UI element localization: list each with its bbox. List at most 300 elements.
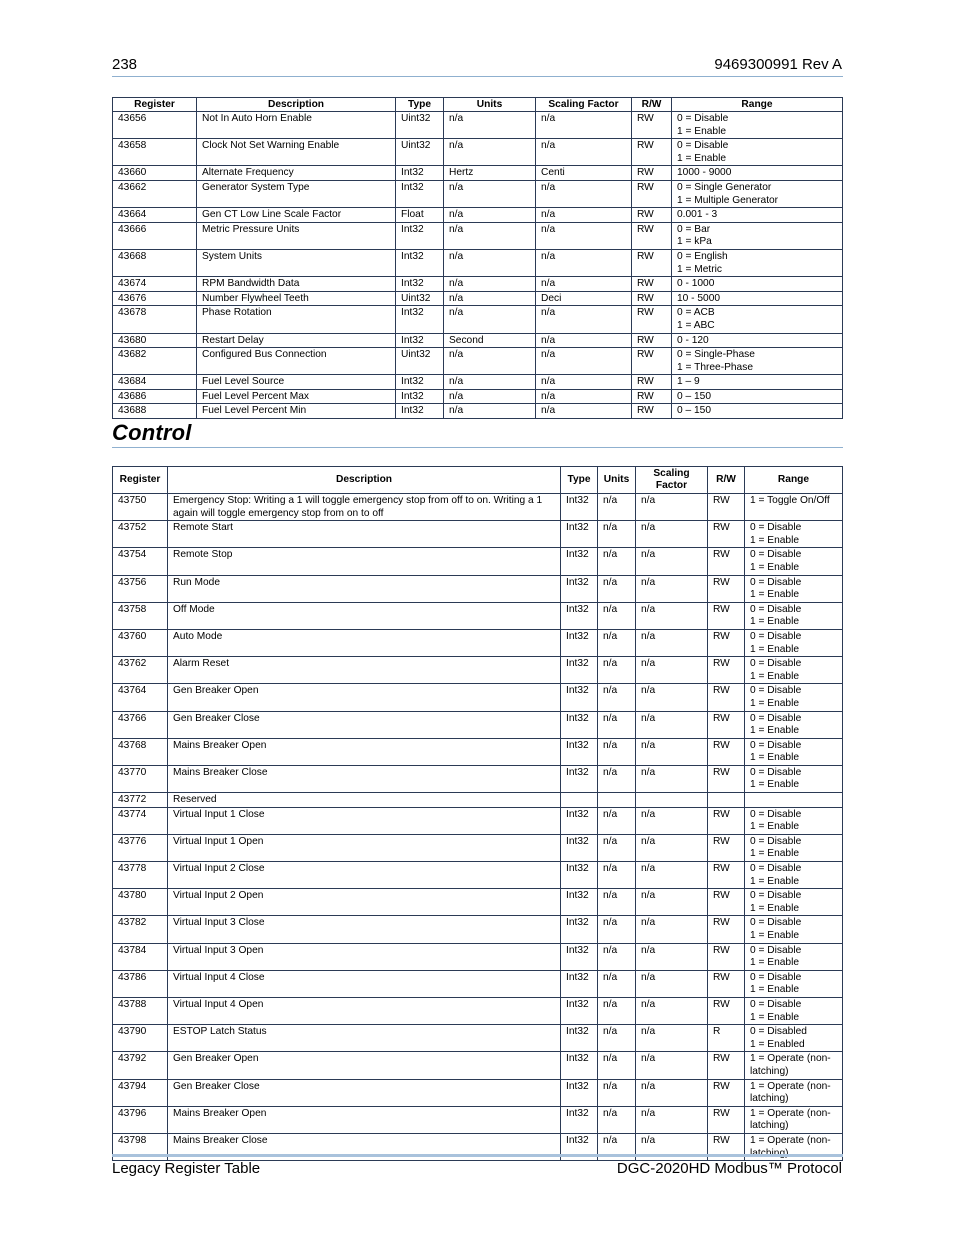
range-line: 10 - 5000 bbox=[677, 292, 721, 304]
cell-type: Int32 bbox=[561, 1106, 598, 1133]
footer-section-name: Legacy Register Table bbox=[112, 1160, 261, 1177]
table-row bbox=[113, 575, 843, 602]
cell-range bbox=[745, 834, 843, 861]
cell-units: n/a bbox=[444, 348, 536, 375]
cell-rw: RW bbox=[708, 862, 745, 889]
cell-rw: RW bbox=[632, 139, 672, 166]
table-row bbox=[113, 166, 843, 181]
cell-register: 43796 bbox=[113, 1106, 168, 1133]
cell-scaling-factor: n/a bbox=[636, 1133, 708, 1160]
cell-register: 43794 bbox=[113, 1079, 168, 1106]
cell-description: Mains Breaker Close bbox=[168, 1133, 561, 1160]
cell-description: Virtual Input 1 Close bbox=[168, 807, 561, 834]
cell-rw: RW bbox=[708, 807, 745, 834]
cell-units: n/a bbox=[444, 291, 536, 306]
cell-register: 43788 bbox=[113, 997, 168, 1024]
cell-register: 43686 bbox=[113, 389, 197, 404]
cell-scaling-factor: n/a bbox=[636, 1106, 708, 1133]
table-row bbox=[113, 602, 843, 629]
cell-description: Alternate Frequency bbox=[197, 166, 396, 181]
cell-description: Gen Breaker Close bbox=[168, 1079, 561, 1106]
range-line: 0 – 150 bbox=[677, 405, 711, 417]
cell-rw: RW bbox=[708, 834, 745, 861]
cell-units: n/a bbox=[598, 575, 636, 602]
range-line: 0.001 - 3 bbox=[677, 209, 718, 221]
cell-range bbox=[745, 738, 843, 765]
cell-description: Mains Breaker Open bbox=[168, 1106, 561, 1133]
cell-units: n/a bbox=[598, 765, 636, 792]
cell-register: 43786 bbox=[113, 970, 168, 997]
cell-scaling-factor: n/a bbox=[536, 375, 632, 390]
column-header-scaling-factor bbox=[636, 467, 708, 494]
cell-register: 43666 bbox=[113, 222, 197, 249]
range-line: 0 = Disable bbox=[750, 917, 802, 929]
cell-description: Virtual Input 2 Close bbox=[168, 862, 561, 889]
table-row bbox=[113, 139, 843, 166]
cell-type: Int32 bbox=[561, 889, 598, 916]
range-line: 1 – 9 bbox=[677, 376, 700, 388]
cell-rw: RW bbox=[708, 657, 745, 684]
table-header-row bbox=[113, 98, 843, 112]
column-header-scaling-factor: Scaling Factor bbox=[536, 98, 632, 112]
cell-description: Clock Not Set Warning Enable bbox=[197, 139, 396, 166]
cell-rw: RW bbox=[708, 997, 745, 1024]
cell-description: Mains Breaker Close bbox=[168, 765, 561, 792]
cell-type: Int32 bbox=[561, 575, 598, 602]
cell-scaling-factor: n/a bbox=[636, 862, 708, 889]
cell-register: 43770 bbox=[113, 765, 168, 792]
cell-rw: RW bbox=[708, 548, 745, 575]
cell-type bbox=[561, 793, 598, 808]
cell-description: Fuel Level Percent Max bbox=[197, 389, 396, 404]
table-row bbox=[113, 834, 843, 861]
cell-range bbox=[745, 711, 843, 738]
cell-units: n/a bbox=[444, 222, 536, 249]
column-header-description: Description bbox=[168, 467, 561, 494]
range-line: 0 - 1000 bbox=[677, 278, 715, 290]
cell-register: 43658 bbox=[113, 139, 197, 166]
cell-type: Int32 bbox=[396, 389, 444, 404]
cell-scaling-factor: n/a bbox=[636, 765, 708, 792]
table-row bbox=[113, 389, 843, 404]
range-line: 0 = Disable bbox=[750, 808, 802, 820]
range-line: latching) bbox=[750, 1120, 789, 1132]
cell-range bbox=[672, 291, 843, 306]
range-line: 0 = Disable bbox=[750, 549, 802, 561]
range-line: 0 = Disable bbox=[750, 576, 802, 588]
range-line: 1 = Enabled bbox=[750, 1038, 805, 1050]
range-line: 0 = Disable bbox=[750, 863, 802, 875]
cell-register: 43774 bbox=[113, 807, 168, 834]
cell-range bbox=[745, 494, 843, 521]
cell-rw: RW bbox=[708, 1079, 745, 1106]
cell-type: Int32 bbox=[561, 765, 598, 792]
cell-description: Virtual Input 1 Open bbox=[168, 834, 561, 861]
cell-units: n/a bbox=[598, 997, 636, 1024]
cell-type: Int32 bbox=[561, 657, 598, 684]
cell-type: Int32 bbox=[396, 375, 444, 390]
table-row bbox=[113, 277, 843, 292]
cell-register: 43680 bbox=[113, 333, 197, 348]
range-line: 0 = Disable bbox=[750, 685, 802, 697]
cell-type: Int32 bbox=[561, 494, 598, 521]
table-row bbox=[113, 807, 843, 834]
range-line: 1 = Enable bbox=[750, 957, 799, 969]
cell-units: n/a bbox=[598, 494, 636, 521]
cell-range bbox=[745, 916, 843, 943]
cell-range bbox=[672, 249, 843, 276]
cell-description: Gen CT Low Line Scale Factor bbox=[197, 208, 396, 223]
cell-scaling-factor: n/a bbox=[536, 333, 632, 348]
cell-range bbox=[672, 333, 843, 348]
cell-register: 43798 bbox=[113, 1133, 168, 1160]
cell-rw: RW bbox=[632, 112, 672, 139]
cell-description: Alarm Reset bbox=[168, 657, 561, 684]
cell-scaling-factor: n/a bbox=[536, 348, 632, 375]
cell-rw: RW bbox=[632, 166, 672, 181]
range-line: 0 = ACB bbox=[677, 307, 715, 319]
range-line: 0 = Disable bbox=[677, 113, 729, 124]
cell-register: 43792 bbox=[113, 1052, 168, 1079]
cell-units: n/a bbox=[598, 1106, 636, 1133]
cell-units: n/a bbox=[598, 916, 636, 943]
cell-register: 43756 bbox=[113, 575, 168, 602]
range-line: latching) bbox=[750, 1065, 789, 1077]
cell-rw: RW bbox=[708, 684, 745, 711]
cell-type: Int32 bbox=[396, 333, 444, 348]
range-line: 0 = Disable bbox=[750, 971, 802, 983]
cell-scaling-factor: n/a bbox=[636, 943, 708, 970]
cell-scaling-factor: n/a bbox=[536, 306, 632, 333]
column-header-description: Description bbox=[197, 98, 396, 112]
range-line: 0 = Disable bbox=[677, 140, 729, 152]
range-line: 1 = Enable bbox=[750, 902, 799, 914]
cell-scaling-factor bbox=[636, 793, 708, 808]
cell-scaling-factor: n/a bbox=[636, 711, 708, 738]
cell-register: 43754 bbox=[113, 548, 168, 575]
cell-type: Int32 bbox=[396, 249, 444, 276]
cell-units: n/a bbox=[598, 834, 636, 861]
cell-type: Int32 bbox=[561, 629, 598, 656]
cell-scaling-factor: n/a bbox=[636, 738, 708, 765]
cell-rw: RW bbox=[708, 494, 745, 521]
cell-description: ESTOP Latch Status bbox=[168, 1025, 561, 1052]
cell-scaling-factor: n/a bbox=[636, 1025, 708, 1052]
cell-units: n/a bbox=[598, 862, 636, 889]
range-line: 1 = Enable bbox=[750, 534, 799, 546]
range-line: 1 = Enable bbox=[750, 670, 799, 682]
column-header-line: Scaling bbox=[653, 468, 690, 479]
cell-rw: RW bbox=[632, 404, 672, 419]
cell-range bbox=[672, 389, 843, 404]
cell-register: 43750 bbox=[113, 494, 168, 521]
cell-register: 43760 bbox=[113, 629, 168, 656]
table-row bbox=[113, 348, 843, 375]
cell-register: 43668 bbox=[113, 249, 197, 276]
cell-type: Uint32 bbox=[396, 291, 444, 306]
range-line: 1 = Toggle On/Off bbox=[750, 495, 830, 506]
cell-rw: RW bbox=[632, 180, 672, 207]
range-line: 1 = Enable bbox=[750, 875, 799, 887]
table-row bbox=[113, 862, 843, 889]
table-row bbox=[113, 943, 843, 970]
range-line: 0 = Disable bbox=[750, 630, 802, 642]
range-line: 1 = Enable bbox=[750, 930, 799, 941]
cell-units: Hertz bbox=[444, 166, 536, 181]
cell-type: Uint32 bbox=[396, 139, 444, 166]
cell-units: n/a bbox=[444, 306, 536, 333]
cell-scaling-factor: n/a bbox=[636, 970, 708, 997]
column-header-register: Register bbox=[113, 467, 168, 494]
range-line: 0 - 120 bbox=[677, 334, 709, 346]
cell-description: Virtual Input 2 Open bbox=[168, 889, 561, 916]
table-row bbox=[113, 889, 843, 916]
table-row bbox=[113, 711, 843, 738]
table-row bbox=[113, 629, 843, 656]
range-line: latching) bbox=[750, 1093, 789, 1105]
cell-register: 43752 bbox=[113, 521, 168, 548]
range-line: 1 = Operate (non- bbox=[750, 1107, 831, 1119]
cell-scaling-factor: n/a bbox=[636, 1079, 708, 1106]
table-row bbox=[113, 112, 843, 139]
cell-description: Emergency Stop: Writing a 1 will toggle emergency stop from off to on. Writing a 1 again will toggle emergency stop from on to off bbox=[168, 494, 561, 521]
cell-scaling-factor: n/a bbox=[636, 494, 708, 521]
table-row bbox=[113, 222, 843, 249]
cell-rw: RW bbox=[708, 521, 745, 548]
cell-register: 43768 bbox=[113, 738, 168, 765]
range-line: 1 = Enable bbox=[677, 152, 726, 164]
column-header-units: Units bbox=[444, 98, 536, 112]
table-row bbox=[113, 291, 843, 306]
table-header-row bbox=[113, 467, 843, 494]
cell-scaling-factor: n/a bbox=[536, 222, 632, 249]
range-line: 1 = Enable bbox=[677, 125, 726, 137]
range-line: 0 = Disabled bbox=[750, 1026, 807, 1038]
cell-description: Fuel Level Source bbox=[197, 375, 396, 390]
column-header-range: Range bbox=[672, 98, 843, 112]
range-line: 1 = Enable bbox=[750, 848, 799, 860]
cell-scaling-factor: n/a bbox=[536, 277, 632, 292]
cell-units: n/a bbox=[598, 807, 636, 834]
cell-type: Int32 bbox=[561, 862, 598, 889]
cell-units: n/a bbox=[598, 943, 636, 970]
column-header-type: Type bbox=[561, 467, 598, 494]
cell-description: Number Flywheel Teeth bbox=[197, 291, 396, 306]
cell-description: Virtual Input 3 Close bbox=[168, 916, 561, 943]
cell-range bbox=[745, 575, 843, 602]
page-number: 238 bbox=[112, 56, 138, 73]
cell-range bbox=[745, 1106, 843, 1133]
cell-range bbox=[672, 208, 843, 223]
range-line: 0 = Disable bbox=[750, 739, 802, 751]
cell-range bbox=[672, 306, 843, 333]
cell-range bbox=[745, 1025, 843, 1052]
cell-range bbox=[672, 404, 843, 419]
cell-register: 43674 bbox=[113, 277, 197, 292]
column-header-type: Type bbox=[396, 98, 444, 112]
range-line: 1 = Enable bbox=[750, 752, 799, 764]
cell-range bbox=[745, 997, 843, 1024]
cell-units: n/a bbox=[598, 657, 636, 684]
cell-description: Virtual Input 3 Open bbox=[168, 943, 561, 970]
table-row bbox=[113, 1106, 843, 1133]
cell-range bbox=[745, 548, 843, 575]
table-row bbox=[113, 404, 843, 419]
cell-rw: RW bbox=[708, 738, 745, 765]
cell-type: Int32 bbox=[561, 1025, 598, 1052]
cell-rw: RW bbox=[632, 375, 672, 390]
footer-rule bbox=[112, 1154, 843, 1157]
cell-rw: RW bbox=[708, 1133, 745, 1160]
cell-scaling-factor: n/a bbox=[536, 180, 632, 207]
cell-register: 43784 bbox=[113, 943, 168, 970]
range-line: 1 = Enable bbox=[750, 643, 799, 655]
table-row bbox=[113, 333, 843, 348]
table-row bbox=[113, 521, 843, 548]
cell-rw: RW bbox=[632, 222, 672, 249]
cell-description: Remote Stop bbox=[168, 548, 561, 575]
page-header bbox=[112, 54, 843, 76]
cell-rw: R bbox=[708, 1025, 745, 1052]
cell-type: Uint32 bbox=[396, 348, 444, 375]
range-line: 0 = Disable bbox=[750, 998, 802, 1010]
cell-units: n/a bbox=[598, 1079, 636, 1106]
cell-type: Int32 bbox=[561, 738, 598, 765]
cell-units: n/a bbox=[598, 889, 636, 916]
range-line: 0 = Disable bbox=[750, 766, 802, 778]
cell-type: Int32 bbox=[561, 1052, 598, 1079]
cell-rw: RW bbox=[708, 970, 745, 997]
range-line: 1 = Enable bbox=[750, 697, 799, 709]
cell-units: n/a bbox=[444, 389, 536, 404]
column-header-range: Range bbox=[745, 467, 843, 494]
cell-scaling-factor: n/a bbox=[636, 997, 708, 1024]
cell-description: Virtual Input 4 Open bbox=[168, 997, 561, 1024]
cell-scaling-factor: n/a bbox=[536, 249, 632, 276]
range-line: 1 = Enable bbox=[750, 984, 799, 996]
cell-type: Float bbox=[396, 208, 444, 223]
range-line: 0 – 150 bbox=[677, 390, 711, 402]
cell-units: n/a bbox=[444, 404, 536, 419]
cell-range bbox=[745, 889, 843, 916]
range-line: 0 = Disable bbox=[750, 658, 802, 670]
range-line: 1 = Enable bbox=[750, 821, 799, 833]
column-header-units: Units bbox=[598, 467, 636, 494]
cell-range bbox=[745, 602, 843, 629]
section-title: Control bbox=[112, 420, 192, 445]
cell-scaling-factor: n/a bbox=[636, 521, 708, 548]
cell-rw: RW bbox=[632, 249, 672, 276]
cell-units: n/a bbox=[598, 1052, 636, 1079]
table-row bbox=[113, 916, 843, 943]
range-line: 1 = Operate (non- bbox=[750, 1134, 831, 1146]
table-row bbox=[113, 738, 843, 765]
table-row bbox=[113, 548, 843, 575]
cell-range bbox=[745, 521, 843, 548]
cell-register: 43790 bbox=[113, 1025, 168, 1052]
range-line: 0 = Disable bbox=[750, 522, 802, 534]
cell-register: 43776 bbox=[113, 834, 168, 861]
cell-description: Fuel Level Percent Min bbox=[197, 404, 396, 419]
cell-range bbox=[745, 862, 843, 889]
cell-scaling-factor: n/a bbox=[636, 657, 708, 684]
cell-units: n/a bbox=[444, 139, 536, 166]
table-row bbox=[113, 375, 843, 390]
cell-rw: RW bbox=[632, 389, 672, 404]
table-row bbox=[113, 1079, 843, 1106]
cell-type: Int32 bbox=[561, 602, 598, 629]
cell-type: Int32 bbox=[561, 970, 598, 997]
cell-rw: RW bbox=[632, 306, 672, 333]
cell-register: 43772 bbox=[113, 793, 168, 808]
cell-rw: RW bbox=[708, 711, 745, 738]
cell-description: Virtual Input 4 Close bbox=[168, 970, 561, 997]
cell-type: Int32 bbox=[561, 711, 598, 738]
cell-units: n/a bbox=[598, 711, 636, 738]
range-line: 1 = Enable bbox=[750, 779, 799, 791]
cell-type: Int32 bbox=[561, 684, 598, 711]
cell-description: Gen Breaker Open bbox=[168, 684, 561, 711]
cell-register: 43662 bbox=[113, 180, 197, 207]
cell-register: 43678 bbox=[113, 306, 197, 333]
cell-register: 43782 bbox=[113, 916, 168, 943]
range-line: 1 = kPa bbox=[677, 236, 712, 248]
cell-scaling-factor: n/a bbox=[636, 575, 708, 602]
cell-scaling-factor: n/a bbox=[636, 602, 708, 629]
cell-type: Int32 bbox=[561, 997, 598, 1024]
cell-description: Configured Bus Connection bbox=[197, 348, 396, 375]
cell-register: 43764 bbox=[113, 684, 168, 711]
cell-units: n/a bbox=[598, 602, 636, 629]
range-line: 1 = Enable bbox=[750, 1011, 799, 1023]
cell-rw: RW bbox=[708, 575, 745, 602]
range-line: 1 = Enable bbox=[750, 589, 799, 601]
cell-rw: RW bbox=[708, 916, 745, 943]
cell-type: Int32 bbox=[561, 807, 598, 834]
range-line: 1 = Enable bbox=[750, 725, 799, 737]
table-row bbox=[113, 180, 843, 207]
cell-scaling-factor: n/a bbox=[636, 684, 708, 711]
cell-scaling-factor: Centi bbox=[536, 166, 632, 181]
cell-type: Int32 bbox=[396, 222, 444, 249]
cell-scaling-factor: n/a bbox=[536, 112, 632, 139]
cell-type: Int32 bbox=[561, 521, 598, 548]
cell-type: Int32 bbox=[561, 1079, 598, 1106]
cell-units: n/a bbox=[598, 548, 636, 575]
control-register-table bbox=[112, 466, 843, 1161]
range-line: 1 = Enable bbox=[750, 561, 799, 573]
cell-description: Metric Pressure Units bbox=[197, 222, 396, 249]
cell-rw: RW bbox=[708, 943, 745, 970]
range-line: latching) bbox=[750, 1147, 789, 1159]
column-header-register: Register bbox=[113, 98, 197, 112]
cell-range bbox=[672, 375, 843, 390]
range-line: 1 = ABC bbox=[677, 319, 715, 331]
cell-range bbox=[745, 807, 843, 834]
cell-range bbox=[745, 765, 843, 792]
range-line: 0 = Disable bbox=[750, 712, 802, 724]
cell-range bbox=[672, 348, 843, 375]
cell-rw bbox=[708, 793, 745, 808]
cell-rw: RW bbox=[708, 1106, 745, 1133]
column-header-rw: R/W bbox=[632, 98, 672, 112]
range-line: 1 = Enable bbox=[750, 616, 799, 628]
cell-range bbox=[745, 943, 843, 970]
cell-range bbox=[672, 139, 843, 166]
cell-scaling-factor: n/a bbox=[536, 208, 632, 223]
table-row bbox=[113, 684, 843, 711]
range-line: 0 = Disable bbox=[750, 890, 802, 902]
